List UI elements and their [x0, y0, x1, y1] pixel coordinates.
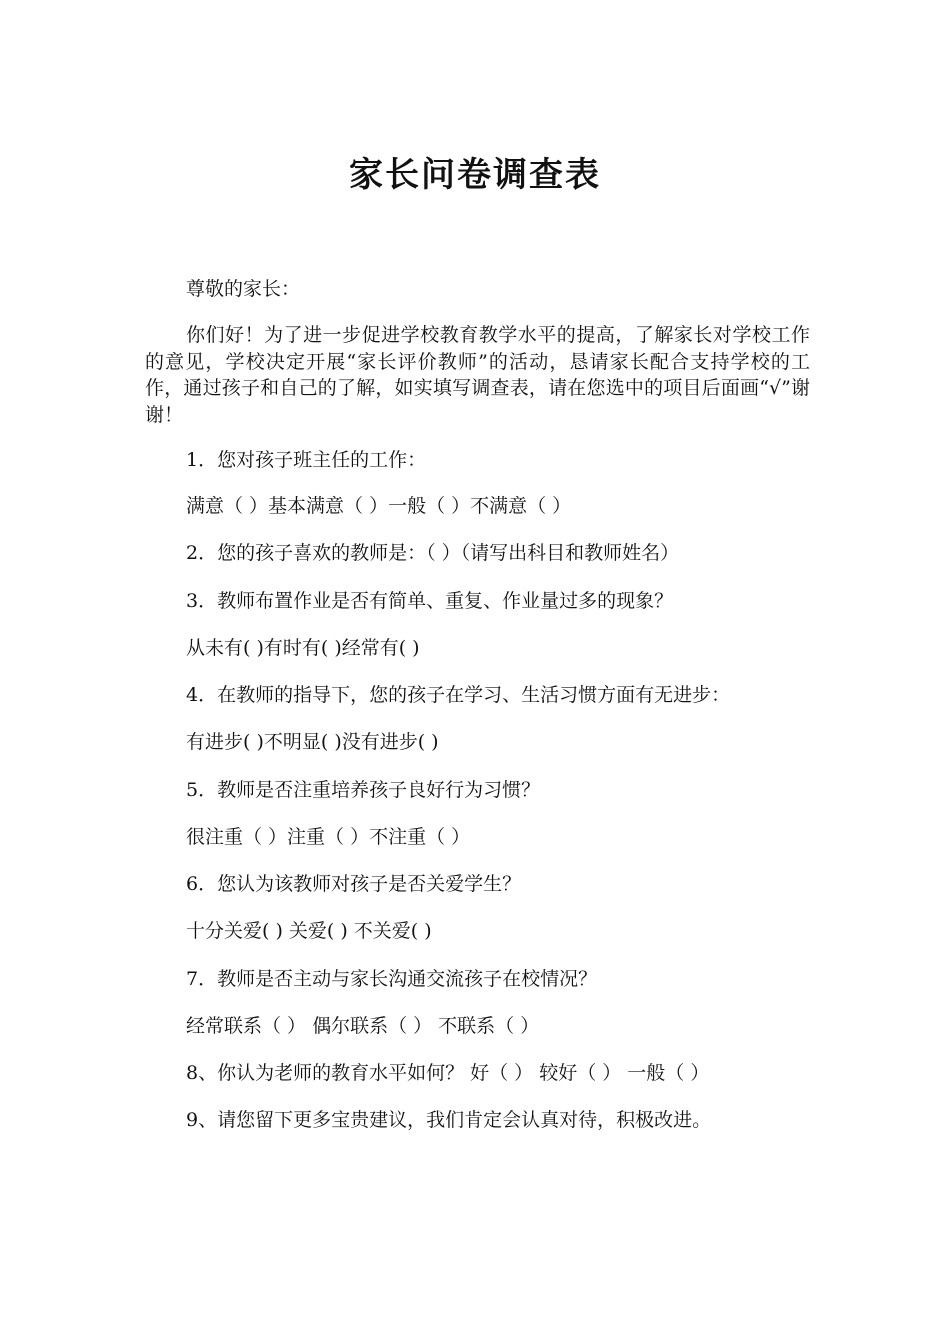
answer-options-4: 有进步( )不明显( )没有进步( ) — [186, 731, 439, 753]
document-title: 家长问卷调查表 — [349, 155, 601, 195]
question-7: 7．教师是否主动与家长沟通交流孩子在校情况？ — [186, 968, 598, 990]
answer-options-7: 经常联系（ ） 偶尔联系（ ） 不联系（ ） — [186, 1015, 540, 1037]
question-6: 6．您认为该教师对孩子是否关爱学生？ — [186, 873, 522, 895]
question-9: 9、请您留下更多宝贵建议，我们肯定会认真对待，积极改进。 — [186, 1109, 712, 1131]
question-8: 8、你认为老师的教育水平如何？ 好（ ） 较好（ ） 一般（ ） — [186, 1062, 710, 1084]
question-5: 5．教师是否注重培养孩子良好行为习惯？ — [186, 779, 541, 801]
answer-options-5: 很注重（ ）注重（ ）不注重（ ） — [186, 826, 471, 848]
answer-options-6: 十分关爱( ) 关爱( ) 不关爱( ) — [186, 920, 432, 942]
question-2: 2．您的孩子喜欢的教师是：（ ）（请写出科目和教师姓名） — [186, 542, 680, 564]
salutation: 尊敬的家长： — [186, 278, 301, 300]
question-3: 3．教师布置作业是否有简单、重复、作业量过多的现象？ — [186, 590, 674, 612]
answer-options-1: 满意（ ）基本满意（ ）一般（ ）不满意（ ） — [186, 495, 572, 517]
question-1: 1．您对孩子班主任的工作： — [186, 449, 427, 471]
question-4: 4．在教师的指导下，您的孩子在学习、生活习惯方面有无进步： — [186, 684, 731, 706]
intro-paragraph: 你们好！为了进一步促进学校教育教学水平的提高，了解家长对学校工作的意见，学校决定开展“家长评价教师”的活动，恳请家长配合支持学校的工作，通过孩子和自己的了解，如实填写调查表，请在您选中的项目后面画“√”谢谢！ — [145, 324, 810, 426]
answer-options-3: 从未有( )有时有( )经常有( ) — [186, 637, 420, 659]
